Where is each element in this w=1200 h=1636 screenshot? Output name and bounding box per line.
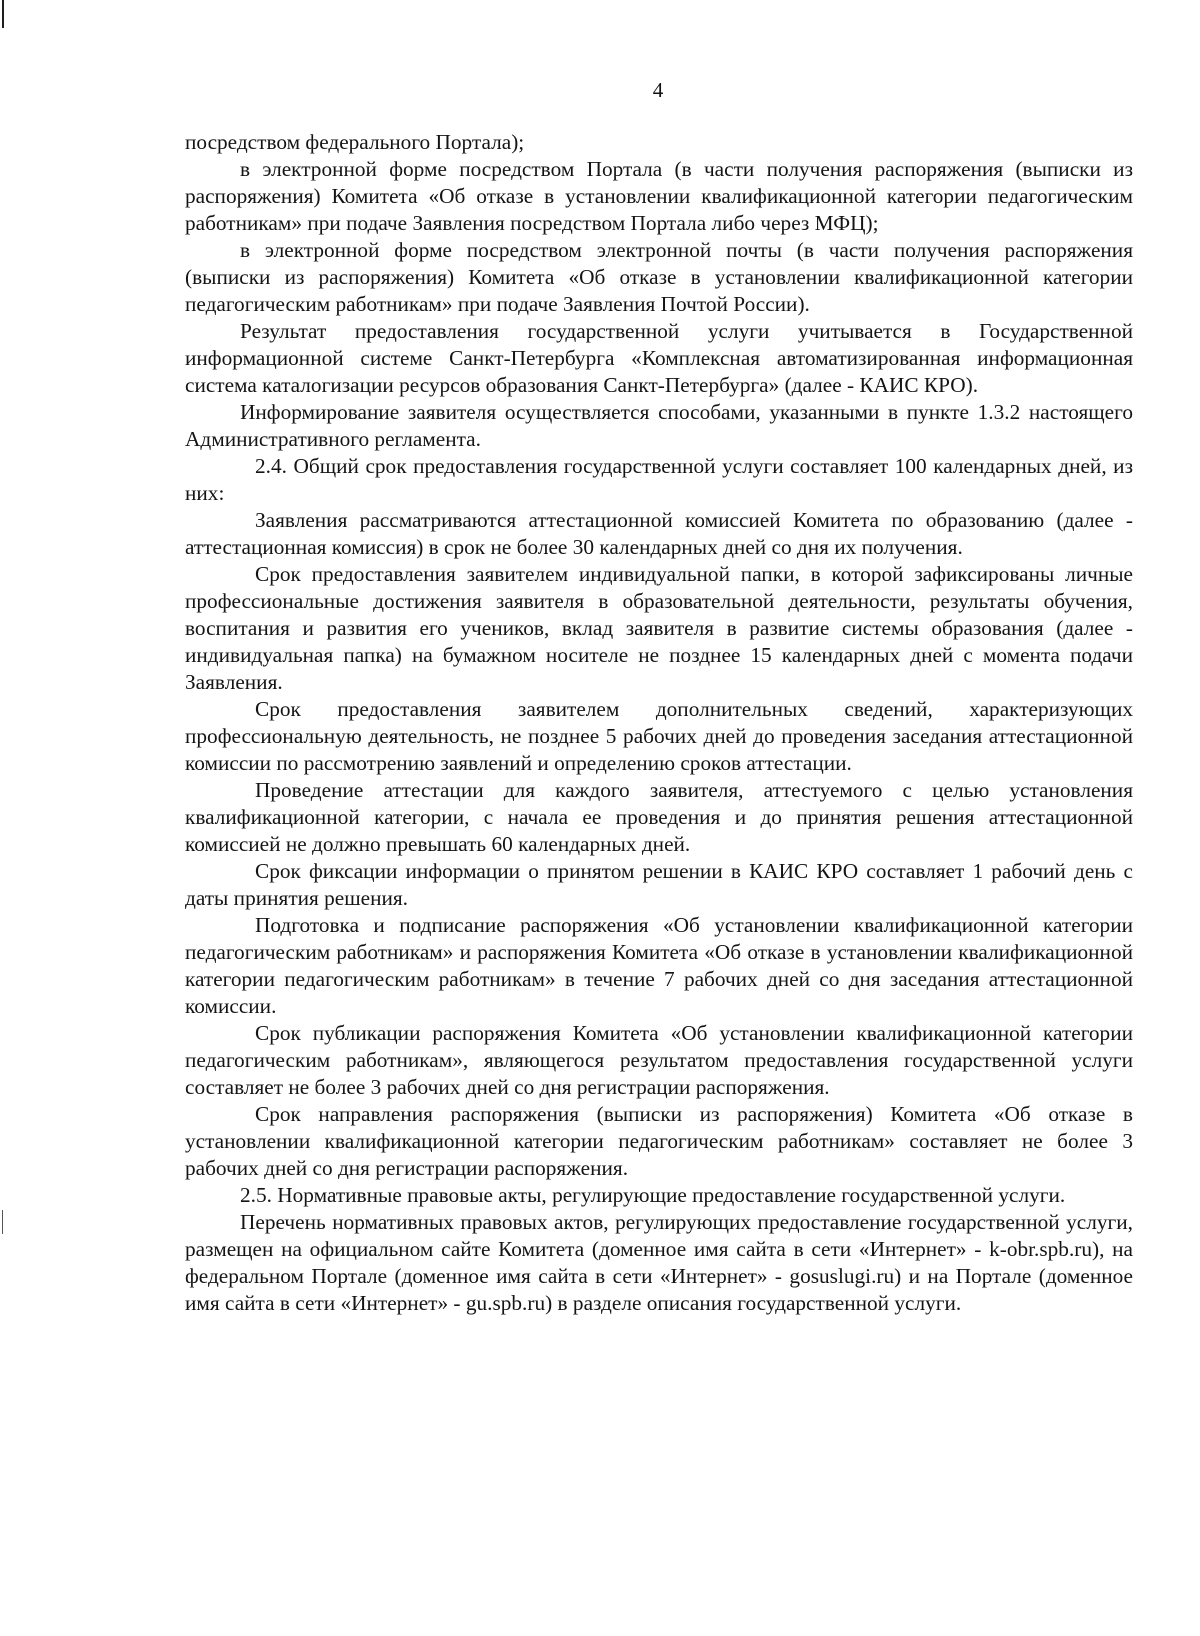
- paragraph: Срок предоставления заявителем индивидуальной папки, в которой зафиксированы личные профессиональные достижения заявителя в образовательной деятельности, результаты обучения, воспитания и развития его учеников, вклад заявителя в развитие системы образования (далее - индивидуальная папка) на бумажном носителе не позднее 15 календарных дней с момента подачи Заявления.: [185, 562, 1133, 694]
- paragraph: в электронной форме посредством Портала (в части получения распоряжения (выписки из распоряжения) Комитета «Об отказе в установлении квалификационной категории педагогическим работникам» при подаче Заявления посредством Портала либо через МФЦ);: [185, 157, 1133, 235]
- paragraph: 2.4. Общий срок предоставления государственной услуги составляет 100 календарных дней, из них:: [185, 454, 1133, 505]
- paragraph: Результат предоставления государственной услуги учитывается в Государственной информационной системе Санкт-Петербурга «Комплексная автоматизированная информационная система каталогизации ресурсов образования Санкт-Петербурга» (далее - КАИС КРО).: [185, 319, 1133, 397]
- paragraph: Срок направления распоряжения (выписки из распоряжения) Комитета «Об отказе в установлении квалификационной категории педагогическим работникам» составляет не более 3 рабочих дней со дня регистрации распоряжения.: [185, 1102, 1133, 1180]
- paragraph: Информирование заявителя осуществляется способами, указанными в пункте 1.3.2 настоящего Административного регламента.: [185, 400, 1133, 451]
- paragraph: в электронной форме посредством электронной почты (в части получения распоряжения (выписки из распоряжения) Комитета «Об отказе в установлении квалификационной категории педагогическим работникам» при подаче Заявления Почтой России).: [185, 238, 1133, 316]
- paragraph: Проведение аттестации для каждого заявителя, аттестуемого с целью установления квалификационной категории, с начала ее проведения и до принятия решения аттестационной комиссией не должно превышать 60 календарных дней.: [185, 778, 1133, 856]
- paragraph: посредством федерального Портала);: [185, 130, 525, 154]
- paragraph: Подготовка и подписание распоряжения «Об установлении квалификационной категории педагогическим работникам» и распоряжения Комитета «Об отказе в установлении квалификационной категории педагогическим работникам» в течение 7 рабочих дней со дня заседания аттестационной комиссии.: [185, 913, 1133, 1018]
- scan-edge-mark: [2, 0, 4, 28]
- paragraph: 2.5. Нормативные правовые акты, регулирующие предоставление государственной услуги.: [240, 1183, 1066, 1207]
- document-body: [185, 129, 1133, 1317]
- paragraph: Срок фиксации информации о принятом решении в КАИС КРО составляет 1 рабочий день с даты принятия решения.: [185, 859, 1133, 910]
- page-number: 4: [652, 78, 664, 102]
- paragraph: Срок предоставления заявителем дополнительных сведений, характеризующих профессиональную деятельность, не позднее 5 рабочих дней до проведения заседания аттестационной комиссии по рассмотрению заявлений и определению сроков аттестации.: [185, 697, 1133, 775]
- scan-edge-mark: [2, 1210, 3, 1234]
- paragraph: Заявления рассматриваются аттестационной комиссией Комитета по образованию (далее - аттестационная комиссия) в срок не более 30 календарных дней со дня их получения.: [185, 508, 1133, 559]
- paragraph: Перечень нормативных правовых актов, регулирующих предоставление государственной услуги, размещен на официальном сайте Комитета (доменное имя сайта в сети «Интернет» - k-obr.spb.ru), на федеральном Портале (доменное имя сайта в сети «Интернет» - gosuslugi.ru) и на Портале (доменное имя сайта в сети «Интернет» - gu.spb.ru) в разделе описания государственной услуги.: [185, 1210, 1133, 1315]
- paragraph: Срок публикации распоряжения Комитета «Об установлении квалификационной категории педагогическим работникам», являющегося результатом предоставления государственной услуги составляет не более 3 рабочих дней со дня регистрации распоряжения.: [185, 1021, 1133, 1099]
